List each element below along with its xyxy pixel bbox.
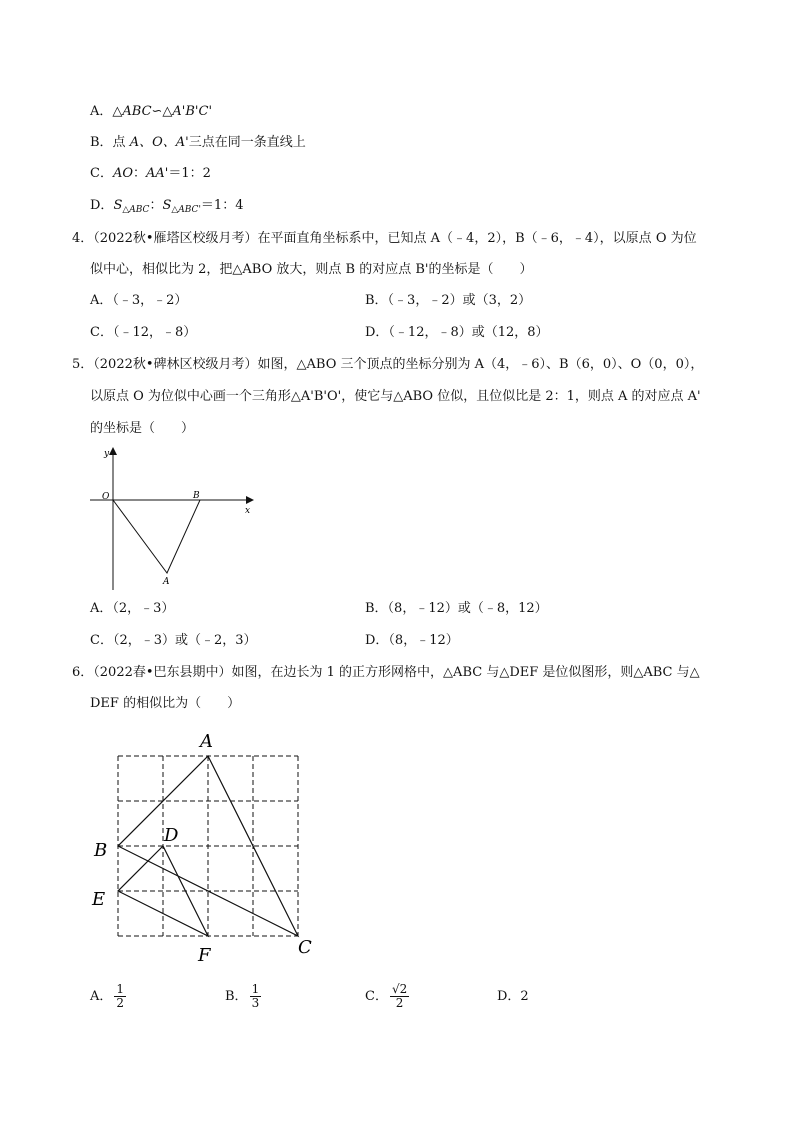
q5-stem-line3: 的坐标是（ ） bbox=[90, 421, 195, 436]
q3-option-a bbox=[90, 103, 212, 121]
q6-c-numerator: √2 bbox=[391, 982, 408, 996]
q6-b-fraction bbox=[250, 983, 262, 1010]
q3-c-prefix: C． bbox=[90, 166, 113, 181]
q6-c-denominator: 2 bbox=[395, 996, 404, 1010]
q5-point-b-label: B bbox=[193, 491, 200, 501]
q3-a-prefix: A．△ bbox=[90, 104, 123, 119]
q3-c-ratio: ＝1：2 bbox=[168, 166, 211, 181]
q6-option-b bbox=[225, 982, 261, 1012]
q5-triangle-abo bbox=[113, 500, 200, 573]
q4-stem-line2: 似中心，相似比为 2，把△ABO 放大，则点 B 的对应点 B'的坐标是（ ） bbox=[90, 262, 533, 277]
q5-point-a-label: A bbox=[163, 577, 170, 587]
q3-a-similar: ∽△ bbox=[151, 104, 173, 119]
q5-stem-line1: 5．（2022秋•碑林区校级月考）如图，△ABO 三个顶点的坐标分别为 A（4，﹣6）、B（6，0）、O（0，0）， bbox=[72, 357, 704, 372]
q6-point-d-label: D bbox=[164, 825, 179, 846]
q6-c-fraction bbox=[390, 983, 409, 1010]
q3-d-s1: S bbox=[113, 198, 123, 213]
q3-d-prefix: D． bbox=[90, 198, 114, 213]
q6-a-fraction bbox=[114, 983, 126, 1010]
q3-d-colon: ： bbox=[149, 198, 163, 213]
q4-option-c: C．（﹣12，﹣8） bbox=[90, 325, 197, 340]
q6-a-numerator: 1 bbox=[116, 982, 125, 996]
q3-c-aa: AA' bbox=[146, 166, 169, 181]
q3-option-d bbox=[90, 197, 243, 219]
q5-option-c: C．（2，﹣3）或（﹣2，3） bbox=[90, 633, 257, 648]
q4-option-d: D．（﹣12，﹣8）或（12，8） bbox=[365, 325, 549, 340]
q4-stem-line1: 4．（2022秋•雁塔区校级月考）在平面直角坐标系中，已知点 A（﹣4，2），B（﹣6，﹣4），以原点 O 为位 bbox=[72, 231, 697, 246]
q6-point-c-label: C bbox=[298, 937, 312, 958]
q6-grid bbox=[118, 756, 298, 936]
q3-d-s2: S bbox=[162, 198, 172, 213]
q6-b-denominator: 3 bbox=[251, 996, 260, 1010]
q3-d-sub2: △ABC' bbox=[171, 205, 201, 215]
q3-b-prefix: B．点 bbox=[90, 135, 130, 150]
q6-point-a-label: A bbox=[200, 731, 213, 752]
q5-stem-line2: 以原点 O 为位似中心画一个三角形△A'B'O'，使它与△ABO 位似，且位似比是 2：1，则点 A 的对应点 A' bbox=[90, 389, 701, 404]
q4-option-a: A．（﹣3，﹣2） bbox=[90, 293, 188, 308]
q5-figure bbox=[90, 444, 260, 594]
q6-b-numerator: 1 bbox=[251, 982, 260, 996]
q4-option-b: B．（﹣3，﹣2）或（3，2） bbox=[365, 293, 532, 308]
q6-option-a bbox=[90, 982, 126, 1012]
q6-c-label: C． bbox=[365, 989, 388, 1004]
q3-b-points: A、O、A' bbox=[129, 135, 189, 150]
q3-c-ao: AO bbox=[112, 166, 133, 181]
q6-option-d: D．2 bbox=[497, 989, 529, 1004]
q3-a-triangle2: A'B'C' bbox=[172, 104, 213, 119]
q6-b-label: B． bbox=[225, 989, 248, 1004]
q6-a-denominator: 2 bbox=[116, 996, 125, 1010]
q3-option-c bbox=[90, 165, 211, 183]
q3-option-b bbox=[90, 134, 306, 152]
q3-a-triangle1: ABC bbox=[122, 104, 152, 119]
q5-point-o-label: O bbox=[102, 492, 110, 502]
q5-x-label: x bbox=[245, 506, 251, 516]
q6-grid-figure bbox=[90, 725, 330, 970]
q6-option-c bbox=[365, 982, 409, 1012]
q6-a-label: A． bbox=[90, 989, 113, 1004]
q6-point-e-label: E bbox=[92, 889, 106, 910]
q5-option-b: B．（8，﹣12）或（﹣8，12） bbox=[365, 601, 548, 616]
q3-c-colon: ： bbox=[133, 166, 147, 181]
q5-option-d: D．（8，﹣12） bbox=[365, 633, 459, 648]
q3-d-ratio: ＝1：4 bbox=[200, 198, 244, 213]
q3-d-sub1: △ABC bbox=[122, 205, 150, 215]
q3-b-suffix: 三点在同一条直线上 bbox=[188, 135, 306, 150]
q6-stem-line1: 6．（2022春•巴东县期中）如图，在边长为 1 的正方形网格中，△ABC 与△DEF 是位似图形，则△ABC 与△ bbox=[72, 665, 700, 680]
q5-option-a: A．（2，﹣3） bbox=[90, 601, 175, 616]
q5-y-label: y bbox=[104, 449, 110, 459]
q6-point-b-label: B bbox=[94, 840, 108, 861]
q6-stem-line2: DEF 的相似比为（ ） bbox=[90, 696, 241, 711]
q6-point-f-label: F bbox=[198, 945, 211, 966]
